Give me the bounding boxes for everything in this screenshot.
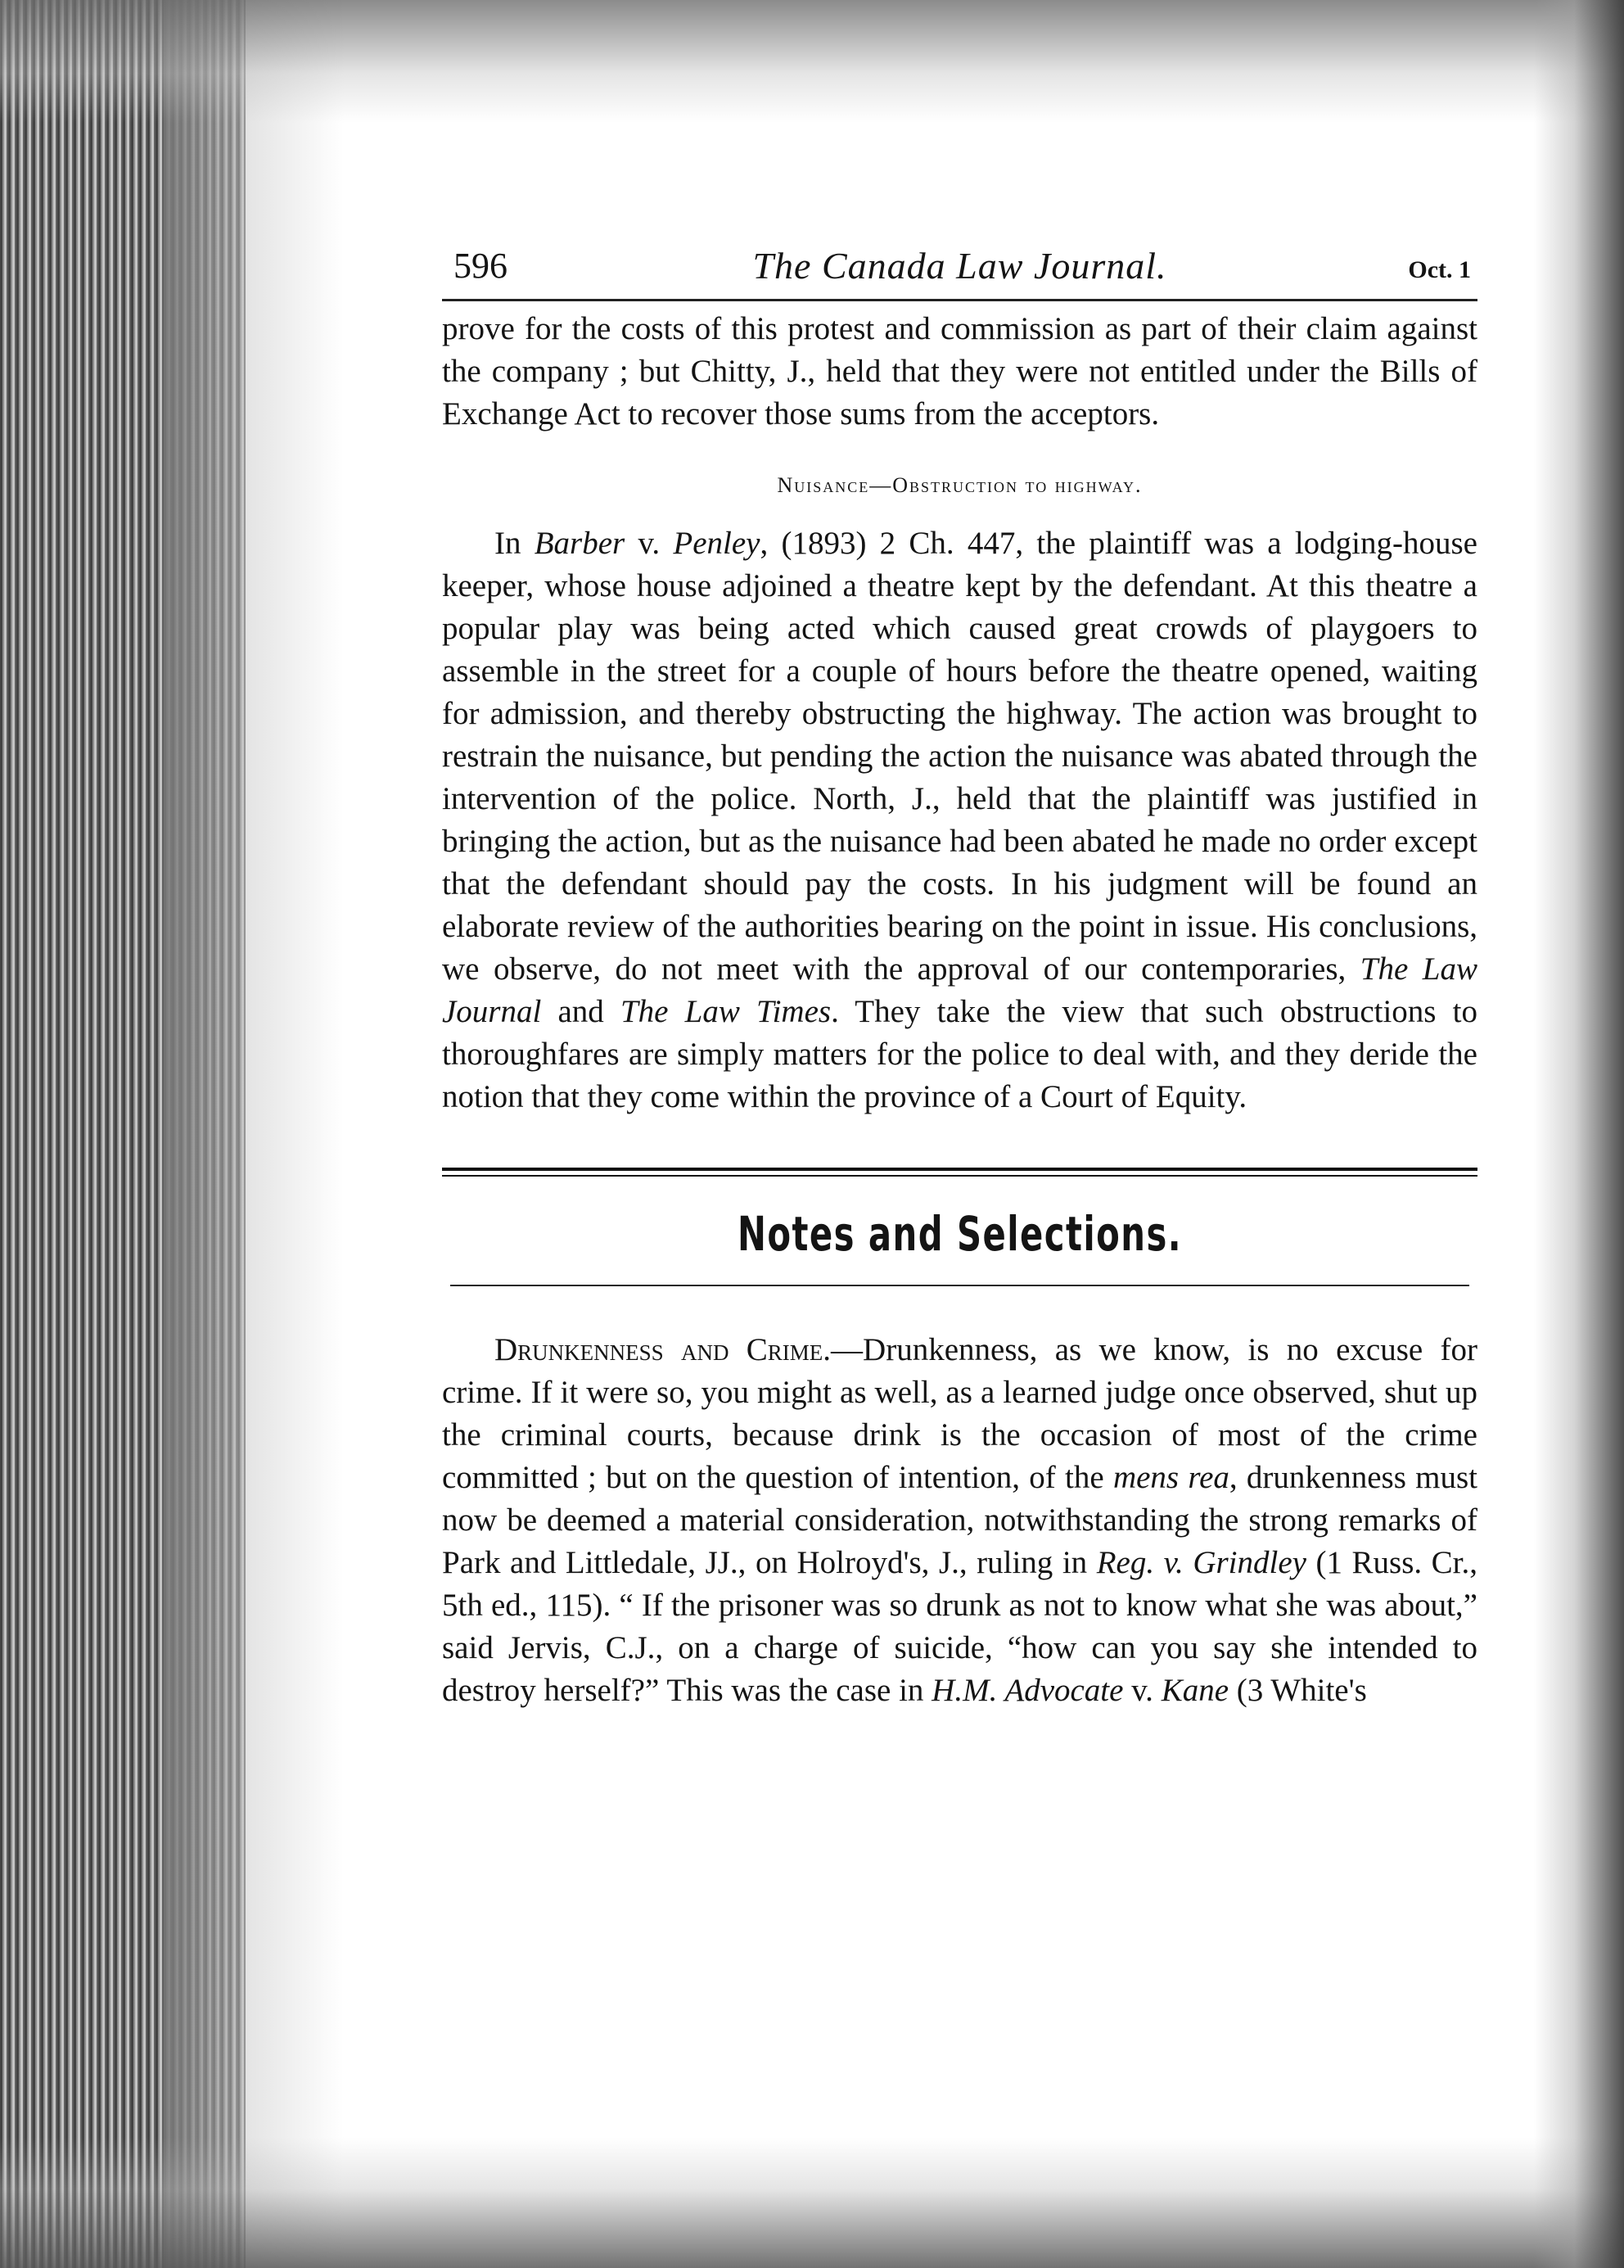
term-mens-rea: mens rea <box>1112 1460 1229 1495</box>
text-run: . They take the view that such obstructions to thoroughfares are simply matters for the police to deal with, and they deride the notion that they come within the province of a Court of Equity. <box>442 994 1477 1114</box>
text-run: (1 Russ. Cr., 5th ed., 115). “ If the prisoner was so drunk as not to know what she was about,” said Jervis, C.J., on a charge of suicide, “how can you say she intended to destroy herself?” This was the case in <box>442 1545 1478 1708</box>
publication-law-journal: The Law Journal <box>442 951 1478 1029</box>
paragraph-lead: Drunkenness and Crime. <box>494 1332 832 1367</box>
case-name-hm-advocate: H.M. Advocate <box>932 1673 1124 1708</box>
text-run: v. <box>1123 1673 1162 1708</box>
section-title: Notes and Selections. <box>737 1206 1183 1262</box>
scan-top-shadow <box>0 0 1624 123</box>
page-number: 596 <box>453 246 508 286</box>
text-run: , drunkenness must now be deemed a material consideration, notwithstanding the strong remarks of Park and Littledale, JJ., on Holroyd's, J., ruling in <box>442 1460 1478 1580</box>
issue-date: Oct. 1 <box>1408 256 1471 283</box>
text-run: (3 White's <box>1229 1673 1367 1708</box>
section-subheading: Nuisance—Obstruction to highway. <box>777 473 1143 497</box>
scan-edge-fade <box>164 0 344 2268</box>
drunkenness-paragraph <box>442 1329 1477 1712</box>
case-name-barber: Barber <box>534 526 625 561</box>
running-title: The Canada Law Journal. <box>752 245 1167 287</box>
text-run: and <box>541 994 620 1029</box>
text-run: , (1893) 2 Ch. 447, the plaintiff was a lodging-house keeper, whose house adjoined a theatre kept by the defendant. At this theatre a popular play was being acted which caused great crowds of playgoers to assemble in the street for a couple of hours before the theatre opened, waiting for admission, and thereby obstructing the highway. The action was brought to restrain the nuisance, but pending the action the nuisance was abated through the intervention of the police. North, J., held that the plaintiff was justified in bringing the action, but as the nuisance had been abated he made no order except that the defendant should pay the costs. In his judgment will be found an elaborate review of the authorities bearing on the point in issue. His conclusions, we observe, do not meet with the approval of our contemporaries, <box>442 526 1477 987</box>
text-run: In <box>494 526 535 561</box>
scan-right-shadow <box>1534 0 1624 2268</box>
scan-bottom-shadow <box>0 2137 1624 2268</box>
case-name-kane: Kane <box>1161 1673 1229 1708</box>
case-name-penley: Penley <box>673 526 760 561</box>
page-header <box>442 242 1477 301</box>
journal-page <box>442 242 1477 2084</box>
title-rule <box>450 1285 1469 1286</box>
barber-penley-paragraph <box>442 522 1477 1118</box>
continuation-paragraph: prove for the costs of this protest and commission as part of their claim against the company ; but Chitty, J., held that they were not entitled under the Bills of Exchange Act to recover those sums from the acceptors. <box>442 311 1477 431</box>
case-name-grindley: Reg. v. Grindley <box>1096 1545 1306 1580</box>
publication-law-times: The Law Times <box>620 994 832 1029</box>
text-run: —Drunkenness, as we know, is no excuse for crime. If it were so, you might as well, as a learned judge once observed, shut up the criminal courts, because drink is the occasion of most of the crime committed ; but on the question of intention, of the <box>442 1332 1477 1495</box>
section-divider <box>442 1168 1477 1177</box>
text-run: v. <box>625 526 674 561</box>
